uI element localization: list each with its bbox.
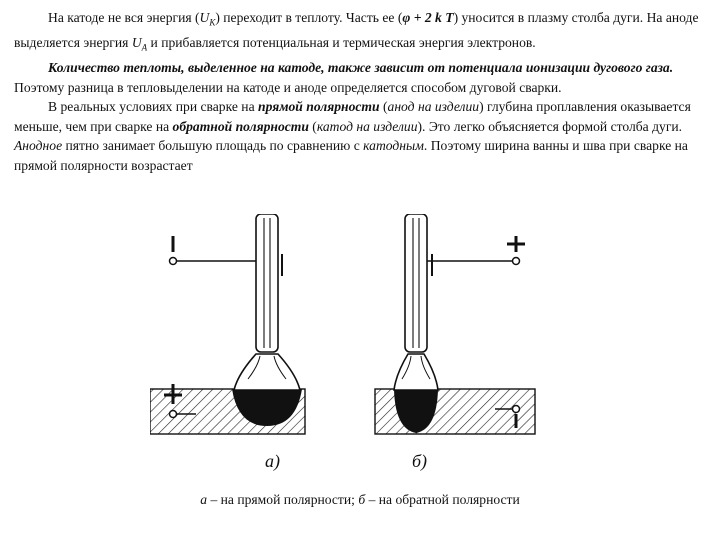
cathode-voltage xyxy=(199,10,216,28)
caption-b-letter: б xyxy=(358,492,366,507)
uk-subscript: К xyxy=(209,17,216,28)
uk-symbol: U xyxy=(199,10,210,25)
caption-a-letter: а xyxy=(200,492,208,507)
cathode-on-part: катод на изделии xyxy=(316,118,418,134)
reverse-polarity-term: обратной полярности xyxy=(172,118,309,134)
p3-text-7: . Поэтому ширина ванны и шва при сварке на прямой полярности возрастает xyxy=(14,138,688,173)
label-a: а) xyxy=(265,451,280,471)
anode-voltage xyxy=(131,35,148,53)
paragraph-polarity xyxy=(14,97,708,175)
p2-emphasis: Количество теплоты, выделенное на катоде, также зависит от потенциала ионизации дугового газа. xyxy=(48,60,674,76)
p3-text-4: ( xyxy=(308,118,317,134)
p1-text-4: и прибавляется потенциальная и термическая энергия электронов. xyxy=(147,35,536,51)
direct-polarity-term: прямой полярности xyxy=(258,99,380,115)
ua-symbol: U xyxy=(131,35,142,51)
panel-b xyxy=(375,214,535,434)
p1-text-2: ) переходит в теплоту. Часть ее ( xyxy=(215,10,403,25)
cathode-spot-term: катодным xyxy=(363,138,424,154)
arc-column-b xyxy=(394,354,438,390)
terminal-electrode-a xyxy=(170,258,177,265)
caption-a-text: – на прямой полярности; xyxy=(207,492,359,507)
p2-text: Поэтому разница в тепловыделении на катоде и аноде определяется способом дуговой сварки. xyxy=(14,79,562,95)
welding-polarity-figure xyxy=(150,214,540,486)
terminal-work-a xyxy=(170,411,177,418)
electrode-a xyxy=(256,214,278,352)
p3-text-5: ). Это легко объясняется формой столба дуги. xyxy=(417,118,683,134)
terminal-work-b xyxy=(513,406,520,413)
paragraph-energy xyxy=(14,8,708,58)
terminal-electrode-b xyxy=(513,258,520,265)
arc-column-a xyxy=(234,354,300,390)
p3-text-6: пятно занимает большую площадь по сравнению с xyxy=(62,138,364,154)
anode-spot-term: Анодное xyxy=(14,138,63,154)
energy-formula: φ + 2 k T xyxy=(402,10,454,25)
electrode-b xyxy=(405,214,427,352)
p1-text-3: ) уносится в плазму столба дуги. На аноде выделяется энергия xyxy=(14,10,699,51)
caption-b-text: – на обратной полярности xyxy=(365,492,520,507)
ua-subscript: A xyxy=(141,42,148,53)
paragraph-ionization xyxy=(14,58,708,97)
p3-text-2: ( xyxy=(379,99,388,115)
figure-caption xyxy=(0,492,720,508)
p3-text-3: ) глубина проплавления оказывается меньше, чем при сварке на xyxy=(14,99,691,134)
p3-text-1: В реальных условиях при сварке на xyxy=(48,99,259,115)
p1-text-1: На катоде не вся энергия ( xyxy=(48,10,200,25)
anode-on-part: анод на изделии xyxy=(387,99,480,115)
panel-a xyxy=(150,214,305,434)
body-text xyxy=(14,8,708,175)
label-b: б) xyxy=(412,451,428,471)
